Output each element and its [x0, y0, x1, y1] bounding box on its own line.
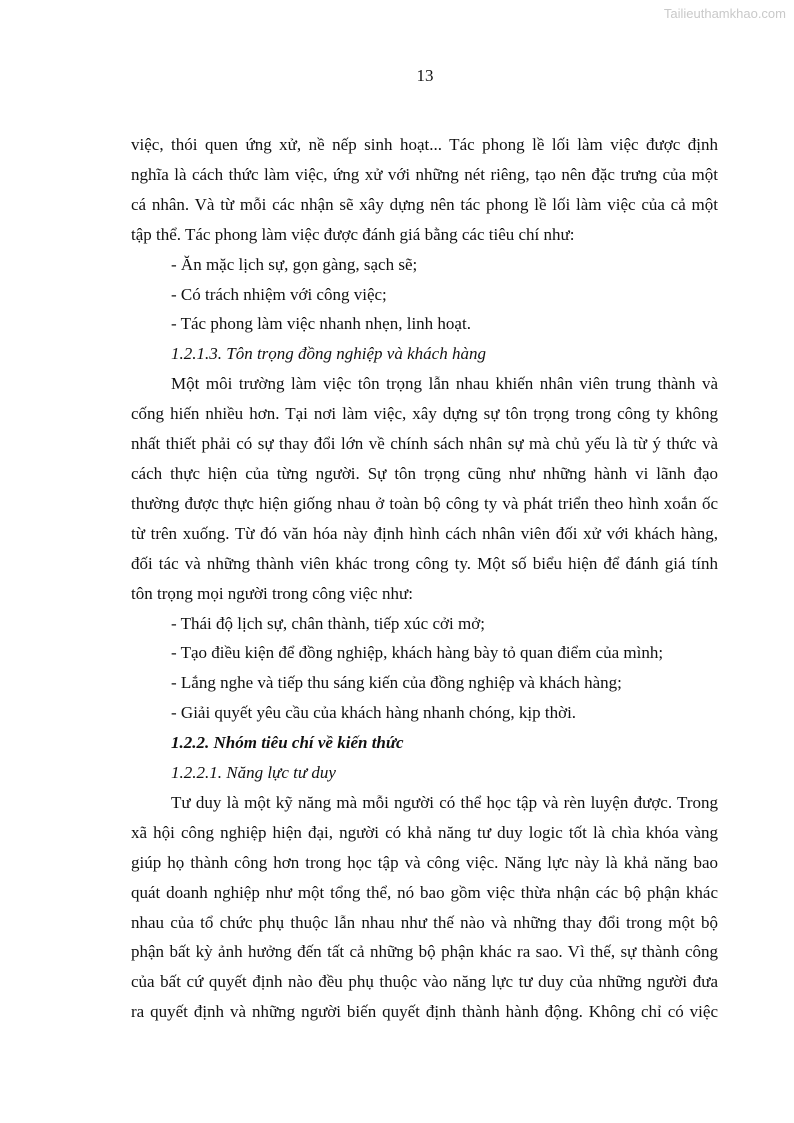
list-item: - Tạo điều kiện để đồng nghiệp, khách hàng bày tỏ quan điểm của mình; [171, 643, 664, 663]
list-item: - Tác phong làm việc nhanh nhẹn, linh hoạt. [171, 314, 471, 334]
text-line: phận bất kỳ ảnh hưởng đến tất cả những bộ phận khác ra sao. Vì thế, sự thành công [131, 942, 718, 962]
list-item: - Ăn mặc lịch sự, gọn gàng, sạch sẽ; [171, 254, 418, 274]
text-line: xã hội công nghiệp hiện đại, người có khả năng tư duy logic tốt là chìa khóa vàng [131, 822, 718, 842]
list-item: - Lắng nghe và tiếp thu sáng kiến của đồng nghiệp và khách hàng; [171, 673, 622, 693]
document-body [131, 130, 718, 1027]
section-heading: 1.2.1.3. Tôn trọng đồng nghiệp và khách hàng [171, 344, 486, 364]
text-line: cống hiến nhiều hơn. Tại nơi làm việc, xây dựng sự tôn trọng trong công ty không [131, 404, 718, 424]
text-line: quát doanh nghiệp như một tổng thể, nó bao gồm việc thừa nhận các bộ phận khác [131, 882, 718, 902]
text-line: Một môi trường làm việc tôn trọng lẫn nhau khiến nhân viên trung thành và [171, 374, 718, 394]
list-item: - Có trách nhiệm với công việc; [171, 284, 387, 304]
watermark: Tailieuthamkhao.com [663, 6, 786, 21]
text-line: từ trên xuống. Từ đó văn hóa này định hình cách nhân viên đối xử với khách hàng, [131, 523, 718, 543]
text-line: ra quyết định và những người biến quyết định thành hành động. Không chỉ có việc [131, 1002, 718, 1022]
page-number: 13 [416, 66, 434, 85]
text-line: thường được thực hiện giống nhau ở toàn bộ công ty và phát triển theo hình xoắn ốc [131, 493, 718, 513]
text-line: nhau của tổ chức phụ thuộc lẫn nhau như thế nào và những thay đổi trong một bộ [131, 912, 718, 932]
text-line: giúp họ thành công hơn trong học tập và công việc. Năng lực này là khả năng bao [131, 852, 718, 872]
subsection-heading: 1.2.2.1. Năng lực tư duy [171, 763, 336, 783]
list-item: - Thái độ lịch sự, chân thành, tiếp xúc cởi mở; [171, 613, 485, 633]
list-item: - Giải quyết yêu cầu của khách hàng nhanh chóng, kịp thời. [171, 703, 577, 723]
text-line: của bất cứ quyết định nào đều phụ thuộc vào năng lực tư duy của những người đưa [131, 972, 718, 992]
text-line: tập thể. Tác phong làm việc được đánh giá bằng các tiêu chí như: [131, 224, 575, 244]
text-line: tôn trọng mọi người trong công việc như: [131, 583, 413, 603]
text-line: Tư duy là một kỹ năng mà mỗi người có thể học tập và rèn luyện được. Trong [171, 792, 718, 812]
text-line: việc, thói quen ứng xử, nề nếp sinh hoạt... Tác phong lề lối làm việc được định [131, 135, 718, 154]
text-line: nghĩa là cách thức làm việc, ứng xử với những nét riêng, tạo nên đặc trưng của một [131, 164, 718, 184]
text-line: đối tác và những thành viên khác trong công ty. Một số biểu hiện để đánh giá tính [131, 553, 718, 573]
section-heading: 1.2.2. Nhóm tiêu chí về kiến thức [171, 733, 404, 753]
text-line: cá nhân. Và từ mỗi các nhận sẽ xây dựng nên tác phong lề lối làm việc của cả một [131, 194, 718, 214]
text-line: cách thực hiện của từng người. Sự tôn trọng cũng như những hành vi lãnh đạo [131, 463, 718, 483]
text-line: nhất thiết phải có sự thay đổi lớn về chính sách nhân sự mà chủ yếu là từ ý thức và [131, 434, 718, 454]
